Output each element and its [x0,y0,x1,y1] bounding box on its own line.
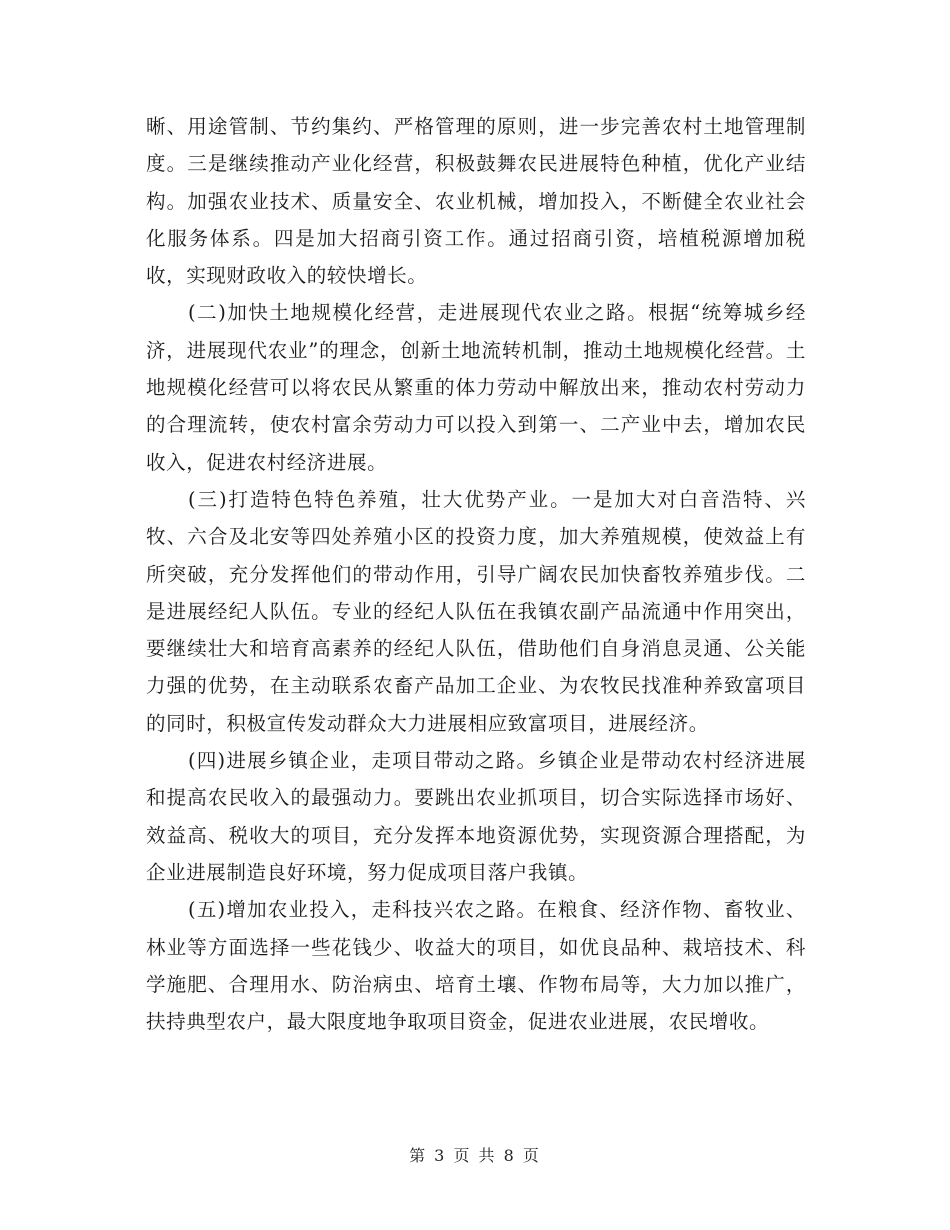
document-body [146,108,806,1040]
paragraph-township-enterprise: (四)进展乡镇企业，走项目带动之路。乡镇企业是带动农村经济进展和提高农民收入的最强动力。要跳出农业抓项目，切合实际选择市场好、效益高、税收大的项目，充分发挥本地资源优势，实现资源合理搭配，为企业进展制造良好环境，努力促成项目落户我镇。 [146,749,806,884]
page-footer [0,1145,950,1167]
paragraph-land-scale: (二)加快土地规模化经营，走进展现代农业之路。根据“统筹城乡经济，进展现代农业”的理念，创新土地流转机制，推动土地规模化经营。土地规模化经营可以将农民从繁重的体力劳动中解放出来，推动农村劳动力的合理流转，使农村富余劳动力可以投入到第一、二产业中去，增加农民收入，促进农村经济进展。 [146,301,806,474]
paragraph-agri-investment: (五)增加农业投入，走科技兴农之路。在粮食、经济作物、畜牧业、林业等方面选择一些花钱少、收益大的项目，如优良品种、栽培技术、科学施肥、合理用水、防治病虫、培育土壤、作物布局等，大力加以推广，扶持典型农户，最大限度地争取项目资金，促进农业进展，农民增收。 [146,898,806,1034]
paragraph-livestock: (三)打造特色特色养殖，壮大优势产业。一是加大对白音浩特、兴牧、六合及北安等四处养殖小区的投资力度，加大养殖规模，使效益上有所突破，充分发挥他们的带动作用，引导广阔农民加快畜牧养殖步伐。二是进展经纪人队伍。专业的经纪人队伍在我镇农副产品流通中作用突出，要继续壮大和培育高素养的经纪人队伍，借助他们自身消息灵通、公关能力强的优势，在主动联系农畜产品加工企业、为农牧民找准种养致富项目的同时，积极宣传发动群众大力进展相应致富项目，进展经济。 [146,487,806,735]
paragraph-continuation: 晰、用途管制、节约集约、严格管理的原则，进一步完善农村土地管理制度。三是继续推动产业化经营，积极鼓舞农民进展特色种植，优化产业结构。加强农业技术、质量安全、农业机械，增加投入，不断健全农业社会化服务体系。四是加大招商引资工作。通过招商引资，培植税源增加税收，实现财政收入的较快增长。 [146,115,806,288]
page-number-label: 第 3 页 共 8 页 [409,1146,541,1165]
